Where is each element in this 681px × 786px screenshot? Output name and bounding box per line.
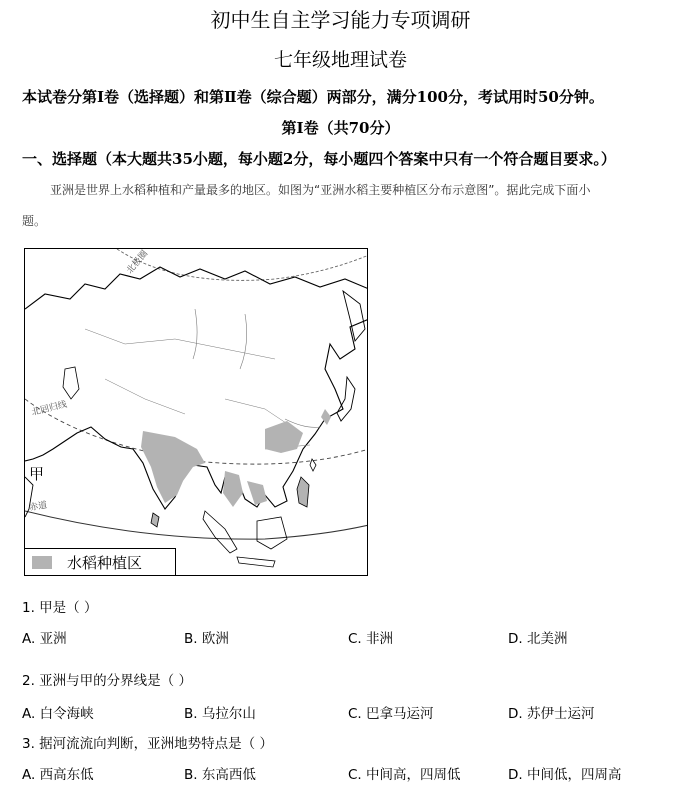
q2-option-d[interactable]: D. 苏伊士运河 xyxy=(508,706,595,722)
passage-line-1: 亚洲是世界上水稻种植和产量最多的地区。如图为“亚洲水稻主要种植区分布示意图”。据此完成下面小 xyxy=(50,183,591,197)
exam-subtitle: 七年级地理试卷 xyxy=(273,49,407,71)
exam-intro: 本试卷分第Ⅰ卷（选择题）和第Ⅱ卷（综合题）两部分，满分100分，考试用时50分钟。 xyxy=(22,88,604,106)
q3-option-b[interactable]: B. 东高西低 xyxy=(184,767,256,783)
taiwan-island xyxy=(310,459,316,471)
kamchatka-coast xyxy=(343,291,365,341)
passage-line-2: 题。 xyxy=(22,214,47,228)
q3-option-a[interactable]: A. 西高东低 xyxy=(22,767,94,783)
caspian-sea xyxy=(63,367,79,399)
rice-area-china xyxy=(265,421,303,453)
q2-option-c[interactable]: C. 巴拿马运河 xyxy=(348,706,434,722)
japan-islands xyxy=(337,377,355,421)
sri-lanka-island xyxy=(151,513,159,527)
equator-label: 赤道 xyxy=(28,500,49,514)
q2-option-a[interactable]: A. 白令海峡 xyxy=(22,706,94,722)
tropic-of-cancer-label: 北回归线 xyxy=(30,399,69,419)
map-graphic xyxy=(25,249,368,576)
section-title: 一、选择题（本大题共35小题，每小题2分，每小题四个答案中只有一个符合题目要求。） xyxy=(22,150,616,168)
rice-area-se-asia xyxy=(223,471,243,507)
part-title: 第Ⅰ卷（共70分） xyxy=(281,119,400,137)
q1-option-c[interactable]: C. 非洲 xyxy=(348,631,394,647)
legend-label-rice: 水稻种植区 xyxy=(67,554,143,572)
river-lines xyxy=(193,309,320,449)
q1-option-d[interactable]: D. 北美洲 xyxy=(508,631,568,647)
asia-rice-map xyxy=(24,248,368,576)
question-2-stem: 2. 亚洲与甲的分界线是（ ） xyxy=(22,673,192,689)
question-1-stem: 1. 甲是（ ） xyxy=(22,600,98,616)
sumatra-island xyxy=(203,511,237,553)
rice-area-indochina xyxy=(247,481,267,505)
q1-option-b[interactable]: B. 欧洲 xyxy=(184,631,229,647)
equator-line xyxy=(25,511,368,539)
philippines-islands xyxy=(297,477,309,507)
java-island xyxy=(237,557,275,567)
q3-option-d[interactable]: D. 中间低，四周高 xyxy=(508,767,622,783)
internal-boundary xyxy=(85,329,295,429)
borneo-island xyxy=(257,517,287,549)
arctic-circle-label: 北极圈 xyxy=(125,248,151,277)
q2-option-b[interactable]: B. 乌拉尔山 xyxy=(184,706,256,722)
continent-jia-label: 甲 xyxy=(29,465,45,483)
map-legend xyxy=(24,548,176,576)
legend-swatch-rice xyxy=(32,556,52,569)
exam-title: 初中生自主学习能力专项调研 xyxy=(210,8,471,32)
asia-coastline xyxy=(25,267,368,509)
q1-option-a[interactable]: A. 亚洲 xyxy=(22,631,67,647)
arctic-circle-line xyxy=(117,249,368,280)
rice-area-india xyxy=(141,431,205,503)
question-3-stem: 3. 据河流流向判断，亚洲地势特点是（ ） xyxy=(22,736,273,752)
q3-option-c[interactable]: C. 中间高，四周低 xyxy=(348,767,461,783)
